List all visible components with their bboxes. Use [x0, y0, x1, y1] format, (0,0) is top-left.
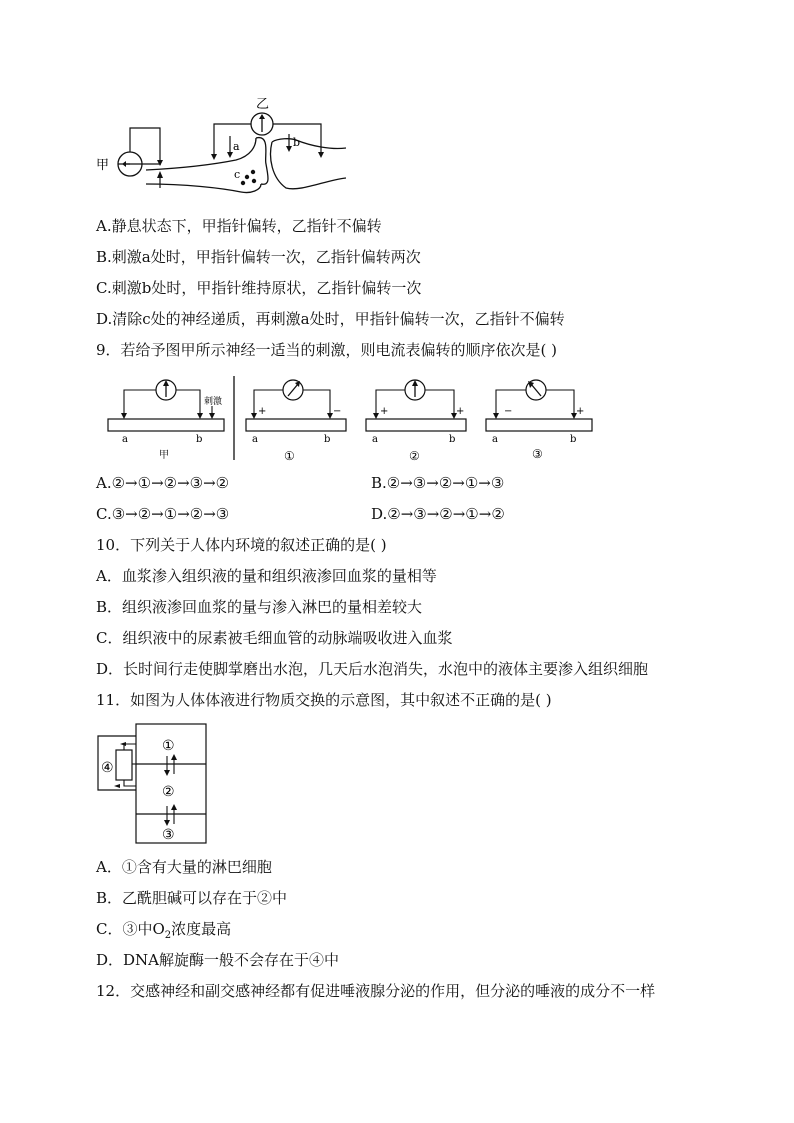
svg-text:b: b — [196, 434, 203, 445]
caption-jia: 甲 — [159, 450, 169, 461]
svg-text:a: a — [252, 434, 258, 445]
label-yi: 乙 — [256, 98, 270, 112]
svg-text:a: a — [492, 434, 498, 445]
q8-option-b: B.刺激a处时，甲指针偏转一次，乙指针偏转两次 — [96, 248, 421, 266]
q8-option-d: D.清除c处的神经递质，再刺激a处时，甲指针偏转一次，乙指针不偏转 — [96, 310, 565, 328]
q11-stem: 11．如图为人体体液进行物质交换的示意图，其中叙述不正确的是( ) — [96, 691, 552, 709]
vesicle-dot — [252, 179, 256, 183]
label-4: ④ — [101, 760, 114, 776]
svg-text:b: b — [449, 434, 456, 445]
q10-stem: 10．下列关于人体内环境的叙述正确的是( ) — [96, 536, 387, 554]
q9-option-b: B.②→③→②→①→③ — [371, 474, 505, 492]
label-jia: 甲 — [96, 158, 110, 173]
caption-2: ② — [409, 449, 420, 463]
q10-option-d: D．长时间行走使脚掌磨出水泡，几天后水泡消失，水泡中的液体主要渗入组织细胞 — [96, 660, 649, 678]
stimulus-label: 刺激 — [204, 397, 223, 407]
q9-option-d: D.②→③→②→①→② — [371, 505, 505, 523]
q10-option-c: C．组织液中的尿素被毛细血管的动脉端吸收进入血浆 — [96, 629, 453, 647]
svg-text:a: a — [372, 434, 378, 445]
label-c: c — [234, 168, 241, 181]
svg-text:+: + — [258, 406, 267, 417]
svg-text:+: + — [456, 406, 465, 417]
q12-stem: 12．交感神经和副交感神经都有促进唾液腺分泌的作用，但分泌的唾液的成分不一样 — [96, 982, 656, 1000]
svg-text:+: + — [576, 406, 585, 417]
q9-option-c: C.③→②→①→②→③ — [96, 505, 230, 523]
q9-option-a: A.②→①→②→③→② — [96, 474, 230, 492]
q8-option-a: A.静息状态下，甲指针偏转，乙指针不偏转 — [96, 217, 382, 235]
label-3: ③ — [162, 827, 175, 843]
q11-option-b: B．乙酰胆碱可以存在于②中 — [96, 889, 288, 907]
svg-text:−: − — [333, 406, 342, 417]
svg-text:+: + — [380, 406, 389, 417]
figure-neuron-ammeters — [96, 98, 346, 194]
label-a: a — [233, 140, 240, 153]
label-2: ② — [162, 784, 175, 800]
q9-stem: 9．若给予图甲所示神经一适当的刺激，则电流表偏转的顺序依次是( ) — [96, 341, 558, 359]
svg-text:b: b — [324, 434, 331, 445]
svg-text:a: a — [122, 434, 128, 445]
vesicle-dot — [245, 175, 249, 179]
q8-option-c: C.刺激b处时，甲指针维持原状，乙指针偏转一次 — [96, 279, 422, 297]
q11-option-d: D．DNA解旋酶一般不会存在于④中 — [96, 951, 340, 969]
label-b: b — [293, 136, 301, 149]
caption-3: ③ — [532, 447, 543, 461]
figure-galvanometer-sequence — [104, 372, 604, 464]
q10-option-b: B．组织液渗回血浆的量与渗入淋巴的量相差较大 — [96, 598, 423, 616]
svg-text:−: − — [504, 406, 513, 417]
figure-body-fluids — [96, 722, 212, 846]
q11-option-c: C．③中$O_2$浓度最高 — [96, 920, 232, 941]
svg-text:b: b — [570, 434, 577, 445]
vesicle-dot — [251, 170, 255, 174]
label-1: ① — [162, 738, 175, 754]
q10-option-a: A．血浆渗入组织液的量和组织液渗回血浆的量相等 — [96, 567, 437, 585]
vesicle-dot — [241, 181, 245, 185]
caption-1: ① — [284, 449, 295, 463]
q11-option-a: A．①含有大量的淋巴细胞 — [96, 858, 272, 876]
